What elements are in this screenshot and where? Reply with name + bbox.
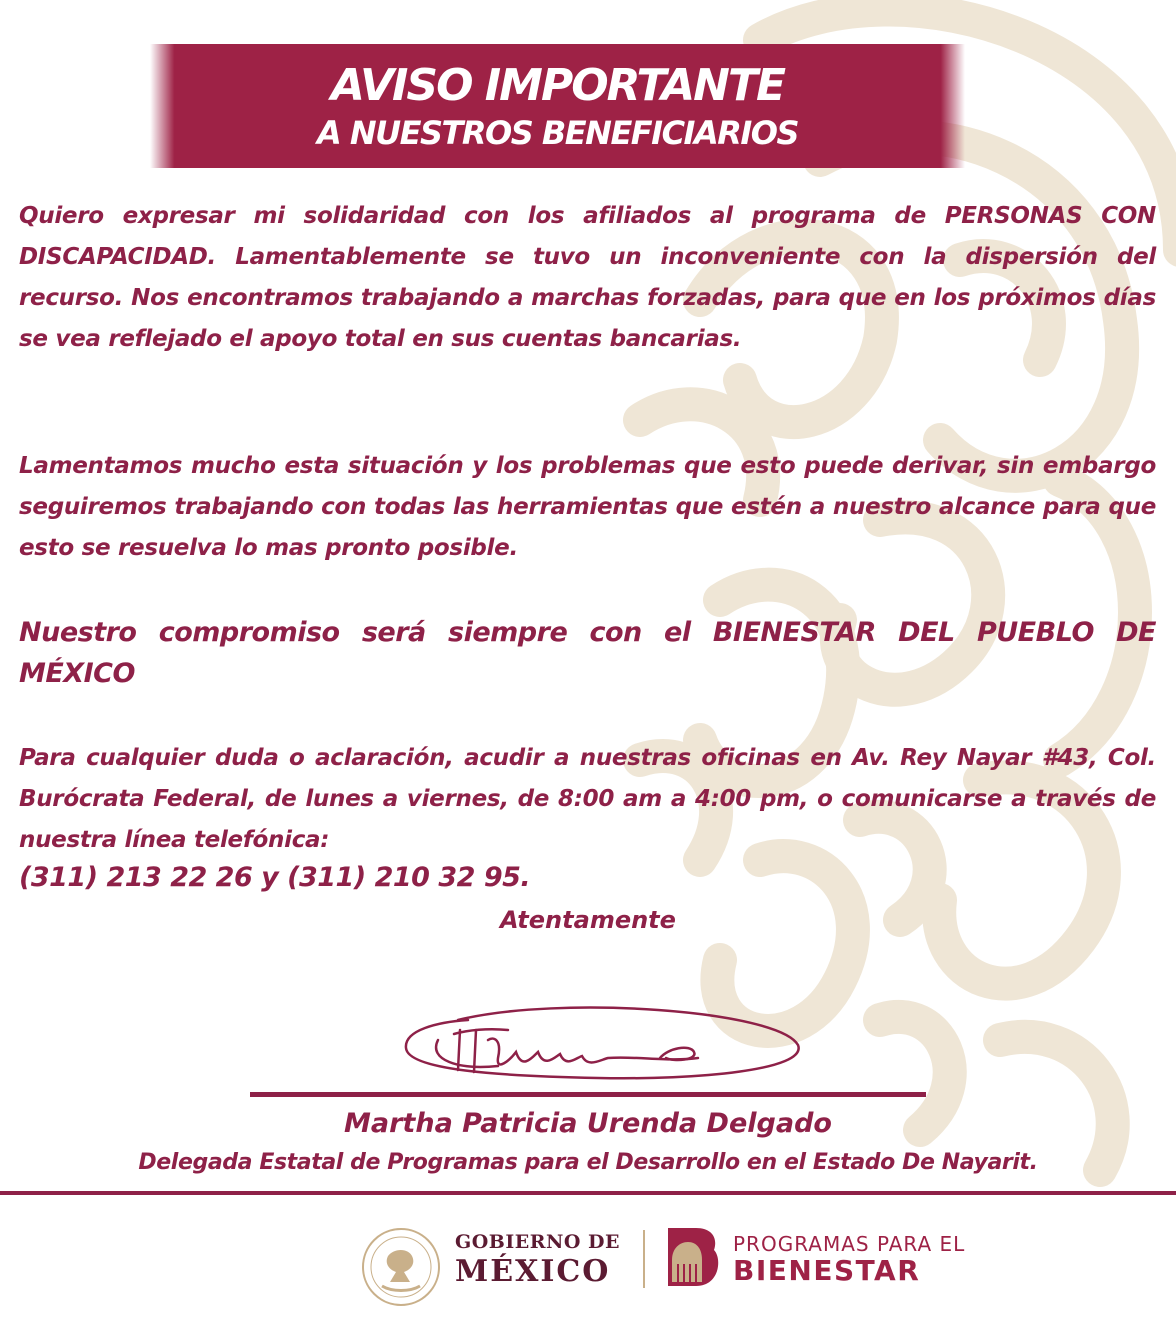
closing-salutation: Atentamente <box>500 906 676 934</box>
footer-divider <box>0 1191 1176 1195</box>
banner-title: AVISO IMPORTANTE <box>330 60 785 111</box>
logo-divider <box>643 1230 645 1288</box>
contact-info: Para cualquier duda o aclaración, acudir a nuestras oficinas en Av. Rey Nayar #43, Col. Burócrata Federal, de lunes a viernes, de 8:00 am a 4:00 pm, o comunicarse a través de nuestra línea telefónica: <box>19 745 1156 853</box>
bienestar-b-logo-icon <box>666 1226 720 1288</box>
banner-subtitle: A NUESTROS BENEFICIARIOS <box>316 114 799 152</box>
phone-numbers: (311) 213 22 26 y (311) 210 32 95. <box>19 862 531 893</box>
mexico-seal-icon <box>360 1226 442 1308</box>
commitment-statement: Nuestro compromiso será siempre con el BIENESTAR DEL PUEBLO DE MÉXICO <box>19 617 1156 689</box>
handwritten-signature-icon <box>398 1000 803 1090</box>
footer-logos <box>0 1196 1176 1317</box>
programas-logo-line2: BIENESTAR <box>733 1254 921 1287</box>
paragraph-apology: Lamentamos mucho esta situación y los problemas que esto puede derivar, sin embargo seguiremos trabajando con todas las herramientas que estén a nuestro alcance para que esto se resuelva lo mas pronto posible. <box>19 453 1156 561</box>
gobierno-logo-line1: GOBIERNO DE <box>455 1231 620 1253</box>
signer-title: Delegada Estatal de Programas para el Desarrollo en el Estado De Nayarit. <box>138 1150 1038 1175</box>
signature-line <box>250 1092 926 1097</box>
signer-name: Martha Patricia Urenda Delgado <box>344 1108 832 1139</box>
paragraph-solidarity: Quiero expresar mi solidaridad con los afiliados al programa de PERSONAS CON DISCAPACIDAD. Lamentablemente se tuvo un inconveniente con la dispersión del recurso. Nos encontramos trabajando a marchas forzadas, para que en los próximos días se vea reflejado el apoyo total en sus cuentas bancarias. <box>19 203 1156 352</box>
header-banner <box>150 44 965 168</box>
programas-logo-line1: PROGRAMAS PARA EL <box>733 1232 966 1256</box>
gobierno-logo-line2: MÉXICO <box>455 1254 611 1289</box>
